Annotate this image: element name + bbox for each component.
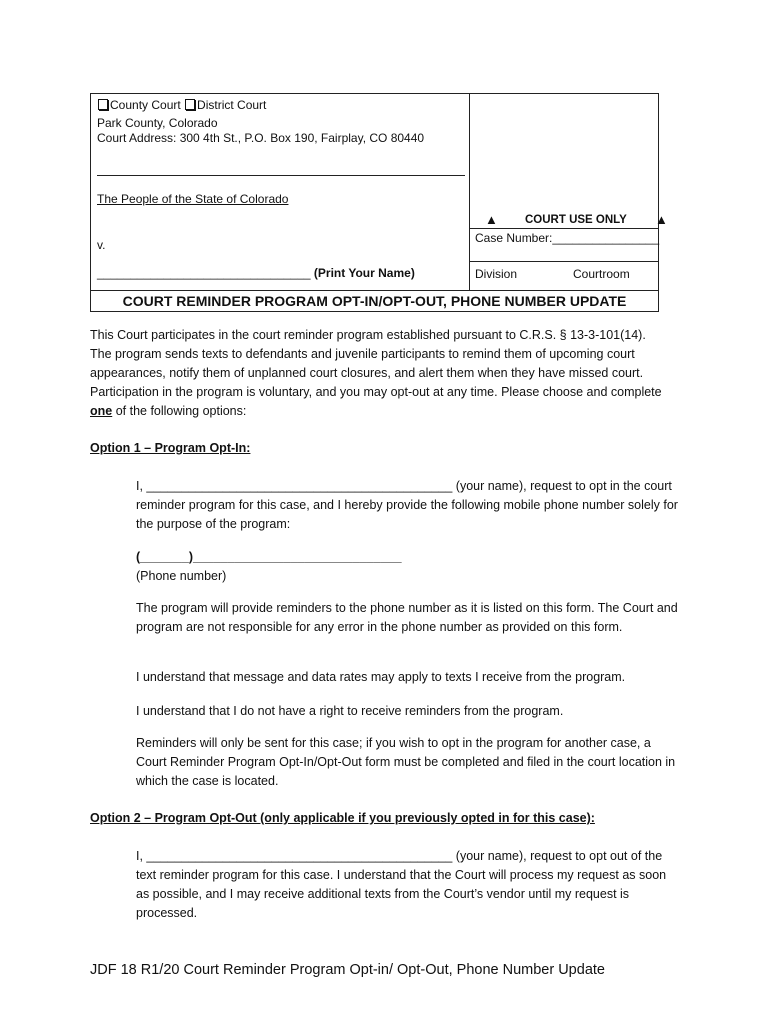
intro-text: This Court participates in the court reminder program established pursuant to C.R.S. § 13-3-101(14). The program sends texts to defendants and juvenile participants to remind them of upcoming court appearances, notify them of unplanned court closures, and alert them when they have missed court. Participation in the program is voluntary, and you may opt-out at any time. Please choose and complete	[90, 328, 662, 399]
county-name: Park County, Colorado	[97, 116, 218, 130]
option1-rates-notice: I understand that message and data rates may apply to texts I receive from the program.	[136, 670, 626, 684]
triangle-up-icon: ▲	[485, 212, 498, 227]
case-caption-box	[90, 93, 668, 291]
intro-paragraph	[90, 326, 670, 421]
court-use-only-label: COURT USE ONLY	[525, 214, 627, 226]
triangle-up-icon: ▲	[655, 212, 668, 227]
intro-text-end: of the following options:	[112, 404, 247, 418]
caption-divider	[97, 175, 465, 176]
division-field[interactable]: Division	[475, 267, 518, 281]
court-use-divider	[469, 228, 658, 229]
option1-heading: Option 1 – Program Opt-In:	[90, 441, 251, 455]
court-use-only-row	[475, 212, 671, 228]
option2-heading: Option 2 – Program Opt-Out (only applicable if you previously opted in for this case):	[90, 811, 595, 825]
intro-emphasis: one	[90, 404, 113, 418]
defendant-name-hint: (Print Your Name)	[313, 266, 415, 280]
option1-request[interactable]: I, ____________________________________________ (your name), request to opt in the court reminder program for this case, and I hereby provide the following mobile phone number solely for the purpose of the program:	[136, 479, 678, 531]
option2-request[interactable]: I, ____________________________________________ (your name), request to opt out of the text reminder program for this case. I understand that the Court will process my request as soon as possible, and I may receive additional texts from the Court’s vendor until my request is processed.	[136, 849, 667, 920]
versus-label: v.	[97, 238, 106, 252]
district-court-label: District Court	[197, 98, 267, 112]
county-court-checkbox[interactable]	[98, 99, 108, 110]
courtroom-field[interactable]: Courtroom	[573, 267, 630, 281]
option1-case-notice: Reminders will only be sent for this case; if you wish to opt in the program for another case, a Court Reminder Program Opt-In/Opt-Out form must be completed and filed in the court location in which the case is located.	[136, 736, 676, 788]
case-number-field[interactable]: Case Number:________________	[475, 231, 660, 245]
defendant-name-row	[97, 265, 415, 281]
court-use-panel	[469, 94, 668, 290]
option1-error-disclaimer: The program will provide reminders to the phone number as it is listed on this form. The Court and program are not responsible for any error in the phone number as provided on this form.	[136, 601, 678, 634]
district-court-checkbox[interactable]	[185, 99, 195, 110]
option1-right-notice: I understand that I do not have a right to receive reminders from the program.	[136, 704, 564, 718]
plaintiff-name: The People of the State of Colorado	[97, 192, 289, 206]
court-address: Court Address: 300 4th St., P.O. Box 190, Fairplay, CO 80440	[97, 131, 425, 145]
court-type-row	[97, 97, 266, 113]
caption-left-panel	[91, 94, 470, 290]
county-court-label: County Court	[110, 98, 181, 112]
division-divider	[469, 261, 658, 262]
defendant-name-field[interactable]: ________________________________	[97, 266, 311, 280]
form-footer: JDF 18 R1/20 Court Reminder Program Opt-in/ Opt-Out, Phone Number Update	[90, 962, 605, 978]
phone-number-field[interactable]: (_______)______________________________	[136, 550, 402, 564]
form-title: COURT REMINDER PROGRAM OPT-IN/OPT-OUT, PHONE NUMBER UPDATE	[90, 291, 659, 312]
phone-number-label: (Phone number)	[136, 569, 227, 583]
